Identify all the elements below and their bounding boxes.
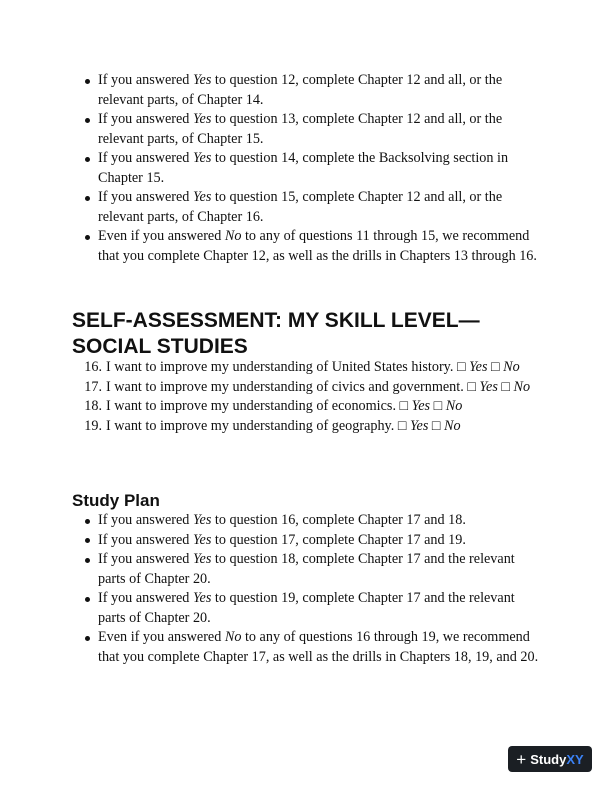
plus-icon: + <box>516 749 527 769</box>
question-number: 16. <box>84 359 102 375</box>
study-plan-heading: Study Plan <box>72 491 160 510</box>
section-title: SELF-ASSESSMENT: MY SKILL LEVEL—SOCIAL STUDIES <box>72 309 480 358</box>
no-checkbox[interactable]: □ No <box>491 359 520 375</box>
no-checkbox[interactable]: □ No <box>431 417 461 434</box>
question-number: 18. <box>84 398 102 414</box>
list-item: If you answered Yes to question 18, complete Chapter 17 and the relevant parts of Chapter 20. <box>98 550 543 589</box>
yes-checkbox[interactable]: □ Yes <box>399 398 431 414</box>
brand-name: Study <box>530 751 567 767</box>
study-plan-list-top <box>98 71 543 266</box>
no-checkbox[interactable]: □ No <box>501 378 531 395</box>
question-item: 18. I want to improve my understanding of economics. □ Yes □ No <box>106 397 538 417</box>
yes-checkbox[interactable]: □ Yes <box>456 359 488 375</box>
list-item: If you answered Yes to question 17, complete Chapter 17 and 19. <box>98 531 543 551</box>
question-item: 19. I want to improve my understanding of geography. □ Yes □ No <box>106 417 538 437</box>
question-number: 17. <box>84 378 102 395</box>
list-item: If you answered Yes to question 15, complete Chapter 12 and all, or the relevant parts, of Chapter 16. <box>98 188 543 227</box>
list-item: If you answered Yes to question 19, complete Chapter 17 and the relevant parts of Chapter 20. <box>98 589 543 628</box>
list-item: If you answered Yes to question 16, complete Chapter 17 and 18. <box>98 511 543 531</box>
no-checkbox[interactable]: □ No <box>433 398 463 414</box>
list-item: If you answered Yes to question 14, complete the Backsolving section in Chapter 15. <box>98 149 543 188</box>
list-item: Even if you answered No to any of questions 16 through 19, we recommend that you complete Chapter 17, as well as the drills in Chapters 18, 19, and 20. <box>98 628 543 667</box>
yes-checkbox[interactable]: □ Yes <box>467 378 498 395</box>
studyxy-badge[interactable] <box>508 746 592 772</box>
study-plan-list-bottom <box>98 511 543 667</box>
yes-checkbox[interactable]: □ Yes <box>397 417 429 434</box>
list-item: If you answered Yes to question 12, complete Chapter 12 and all, or the relevant parts, of Chapter 14. <box>98 71 543 110</box>
question-number: 19. <box>84 417 102 434</box>
list-item: Even if you answered No to any of questions 11 through 15, we recommend that you complete Chapter 12, as well as the drills in Chapters 13 through 16. <box>98 227 543 266</box>
question-item: 17. I want to improve my understanding of civics and government. □ Yes □ No <box>106 378 538 398</box>
question-item: 16. I want to improve my understanding of United States history. □ Yes □ No <box>106 358 538 378</box>
self-assessment-questions <box>84 358 538 436</box>
list-item: If you answered Yes to question 13, complete Chapter 12 and all, or the relevant parts, of Chapter 15. <box>98 110 543 149</box>
brand-accent: XY <box>566 751 584 767</box>
